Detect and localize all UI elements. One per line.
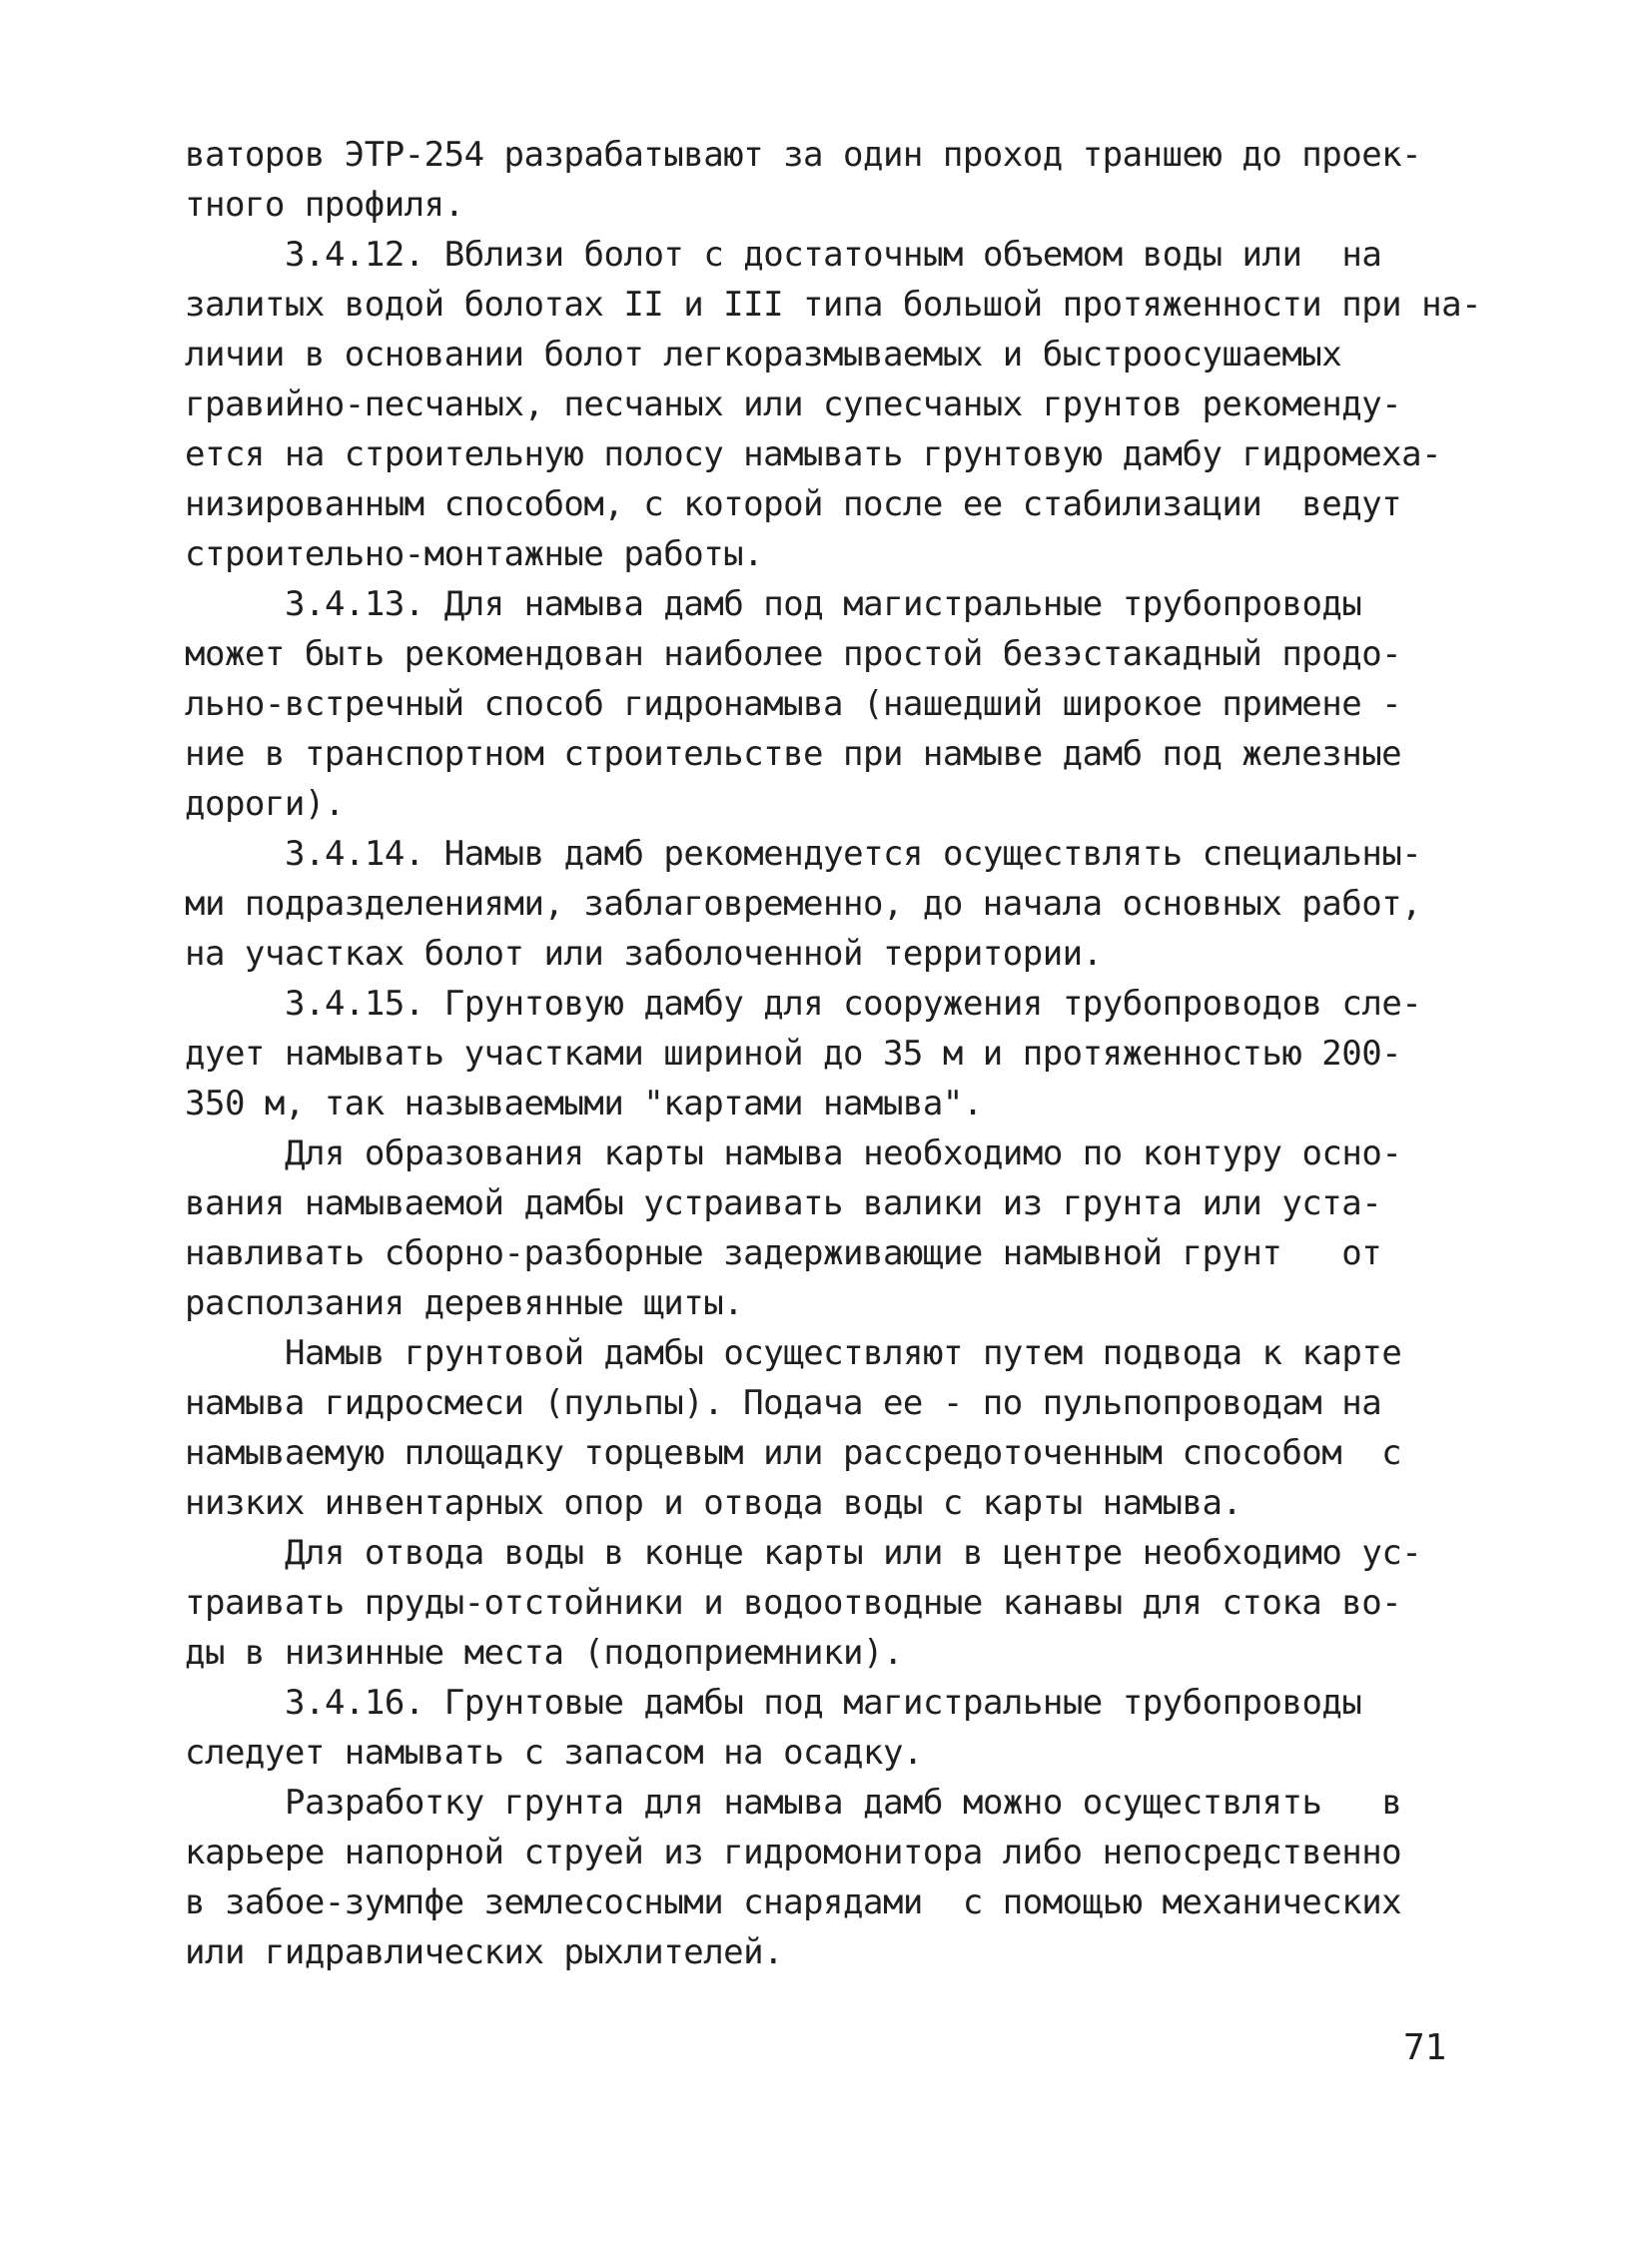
text-line: ется на строительную полосу намывать грунтовую дамбу гидромеха- — [185, 434, 1442, 474]
text-line: ми подразделениями, заблаговременно, до начала основных работ, — [185, 884, 1422, 924]
text-line: намываемую площадку торцевым или рассредоточенным способом с — [185, 1433, 1402, 1473]
text-line: ды в низинные места (подоприемники). — [185, 1633, 903, 1673]
text-line: вания намываемой дамбы устраивать валики из грунта или уста- — [185, 1183, 1382, 1223]
text-line: карьере напорной струей из гидромонитора либо непосредственно — [185, 1833, 1402, 1872]
text-line: ваторов ЭТР-254 разрабатывают за один проход траншею до проек- — [185, 135, 1422, 175]
text-line: траивать пруды-отстойники и водоотводные канавы для стока во- — [185, 1583, 1402, 1623]
text-line: личии в основании болот легкоразмываемых и быстроосушаемых — [185, 335, 1342, 374]
text-line: 3.4.14. Намыв дамб рекомендуется осуществлять специальны- — [285, 834, 1422, 874]
text-line: залитых водой болотах II и III типа большой протяженности при на- — [185, 285, 1482, 325]
body-text — [185, 130, 1482, 1977]
text-line: 350 м, так называемыми "картами намыва". — [185, 1084, 983, 1123]
text-line: 3.4.12. Вблизи болот с достаточным объемом воды или на — [285, 235, 1382, 275]
text-line: дороги). — [185, 784, 345, 824]
text-line: Для образования карты намыва необходимо по контуру осно- — [285, 1133, 1402, 1173]
text-line: расползания деревянные щиты. — [185, 1283, 744, 1323]
text-line: льно-встречный способ гидронамыва (нашедший широкое примене - — [185, 684, 1402, 724]
text-line: дует намывать участками шириной до 35 м и протяженностью 200- — [185, 1034, 1402, 1074]
text-line: следует намывать с запасом на осадку. — [185, 1733, 923, 1773]
text-line: низированным способом, с которой после ее стабилизации ведут — [185, 484, 1402, 524]
text-line: Для отвода воды в конце карты или в центре необходимо ус- — [285, 1533, 1422, 1573]
text-line: 3.4.13. Для намыва дамб под магистральные трубопроводы — [285, 584, 1362, 624]
text-line: в забое-зумпфе землесосными снарядами с помощью механических — [185, 1882, 1402, 1922]
text-line: строительно-монтажные работы. — [185, 534, 764, 574]
text-line: 3.4.15. Грунтовую дамбу для сооружения трубопроводов сле- — [285, 984, 1422, 1024]
text-line: тного профиля. — [185, 185, 464, 225]
text-line: на участках болот или заболоченной территории. — [185, 934, 1103, 974]
text-line: Намыв грунтовой дамбы осуществляют путем подвода к карте — [285, 1333, 1402, 1373]
text-line: гравийно-песчаных, песчаных или супесчаных грунтов рекоменду- — [185, 384, 1402, 424]
text-line: 3.4.16. Грунтовые дамбы под магистральные трубопроводы — [285, 1683, 1362, 1723]
text-line: навливать сборно-разборные задерживающие намывной грунт от — [185, 1233, 1382, 1273]
text-line: может быть рекомендован наиболее простой безэстакадный продо- — [185, 634, 1402, 674]
text-line: ние в транспортном строительстве при намыве дамб под железные — [185, 734, 1402, 774]
text-line: Разработку грунта для намыва дамб можно осуществлять в — [285, 1783, 1402, 1823]
text-line: низких инвентарных опор и отвода воды с карты намыва. — [185, 1483, 1242, 1523]
text-line: намыва гидросмеси (пульпы). Подача ее - по пульпопроводам на — [185, 1383, 1382, 1423]
text-line: или гидравлических рыхлителей. — [185, 1932, 784, 1972]
page-number: 71 — [1403, 2027, 1447, 2068]
